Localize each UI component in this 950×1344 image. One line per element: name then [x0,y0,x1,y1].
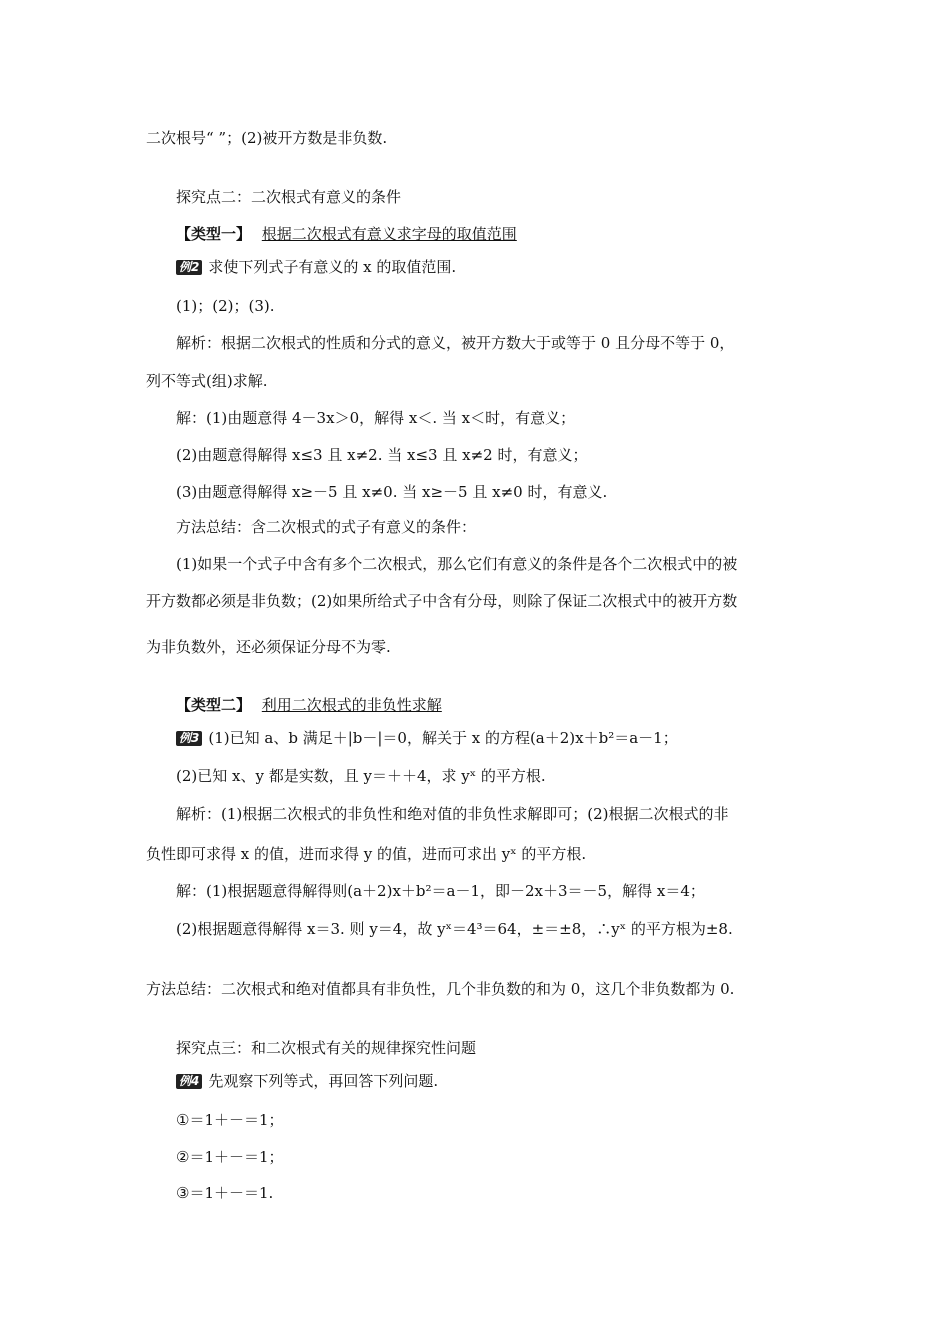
text-line: (1)；(2)；(3). [176,297,275,315]
text-line: 列不等式(组)求解. [146,372,268,390]
text-line: (3)由题意得解得 x≥－5 且 x≠0. 当 x≥－5 且 x≠0 时，有意义. [176,483,608,501]
text-line: 为非负数外，还必须保证分母不为零. [146,638,391,656]
text-line: (2)根据题意得解得 x＝3. 则 y＝4，故 yˣ＝4³＝64，±＝±8，∴yˣ 的平方根为±8. [176,920,733,938]
text-line: (1)如果一个式子中含有多个二次根式，那么它们有意义的条件是各个二次根式中的被 [176,555,738,573]
example-text: 先观察下列等式，再回答下列问题. [208,1072,439,1090]
example-text: (1)已知 a、b 满足＋|b－|＝0，解关于 x 的方程(a＋2)x＋b²＝a－1； [208,729,678,747]
text-line: 方法总结：含二次根式的式子有意义的条件： [176,518,477,536]
example3-question [176,727,678,749]
example-badge: 例4 [176,1074,202,1089]
type2-title: 利用二次根式的非负性求解 [261,696,442,714]
text-line: 负性即可求得 x 的值，进而求得 y 的值，进而可求出 yˣ 的平方根. [146,845,587,863]
type2-tag: 【类型二】 [176,696,252,714]
type1-heading [176,223,517,245]
text-line: (2)已知 x、y 都是实数，且 y＝＋＋4，求 yˣ 的平方根. [176,767,546,785]
example-text: 求使下列式子有意义的 x 的取值范围. [208,258,457,276]
text-line: (2)由题意得解得 x≤3 且 x≠2. 当 x≤3 且 x≠2 时，有意义； [176,446,588,464]
example4-question [176,1070,438,1092]
example2-question [176,256,456,278]
text-line: ①＝1＋－＝1； [176,1111,284,1129]
example-badge: 例3 [176,731,202,746]
type1-title: 根据二次根式有意义求字母的取值范围 [261,225,517,243]
section-heading-point2: 探究点二：二次根式有意义的条件 [176,188,402,206]
section-heading-point3: 探究点三：和二次根式有关的规律探究性问题 [176,1039,477,1057]
text-line: 解析：根据二次根式的性质和分式的意义，被开方数大于或等于 0 且分母不等于 0， [176,334,735,352]
text-line: 方法总结：二次根式和绝对值都具有非负性，几个非负数的和为 0，这几个非负数都为 0. [146,980,735,998]
text-line: ②＝1＋－＝1； [176,1148,284,1166]
example-badge: 例2 [176,260,202,275]
text-line: 解：(1)根据题意得解得则(a＋2)x＋b²＝a－1，即－2x＋3＝－5，解得 x＝4； [176,882,705,900]
type2-heading [176,694,442,716]
text-line: ③＝1＋－＝1. [176,1184,274,1202]
text-line: 开方数都必须是非负数；(2)如果所给式子中含有分母，则除了保证二次根式中的被开方数 [146,592,738,610]
text-line: 解：(1)由题意得 4－3x＞0，解得 x＜. 当 x＜时，有意义； [176,409,576,427]
text-line: 二次根号“ ”；(2)被开方数是非负数. [146,129,388,147]
type1-tag: 【类型一】 [176,225,252,243]
text-line: 解析：(1)根据二次根式的非负性和绝对值的非负性求解即可；(2)根据二次根式的非 [176,805,729,823]
